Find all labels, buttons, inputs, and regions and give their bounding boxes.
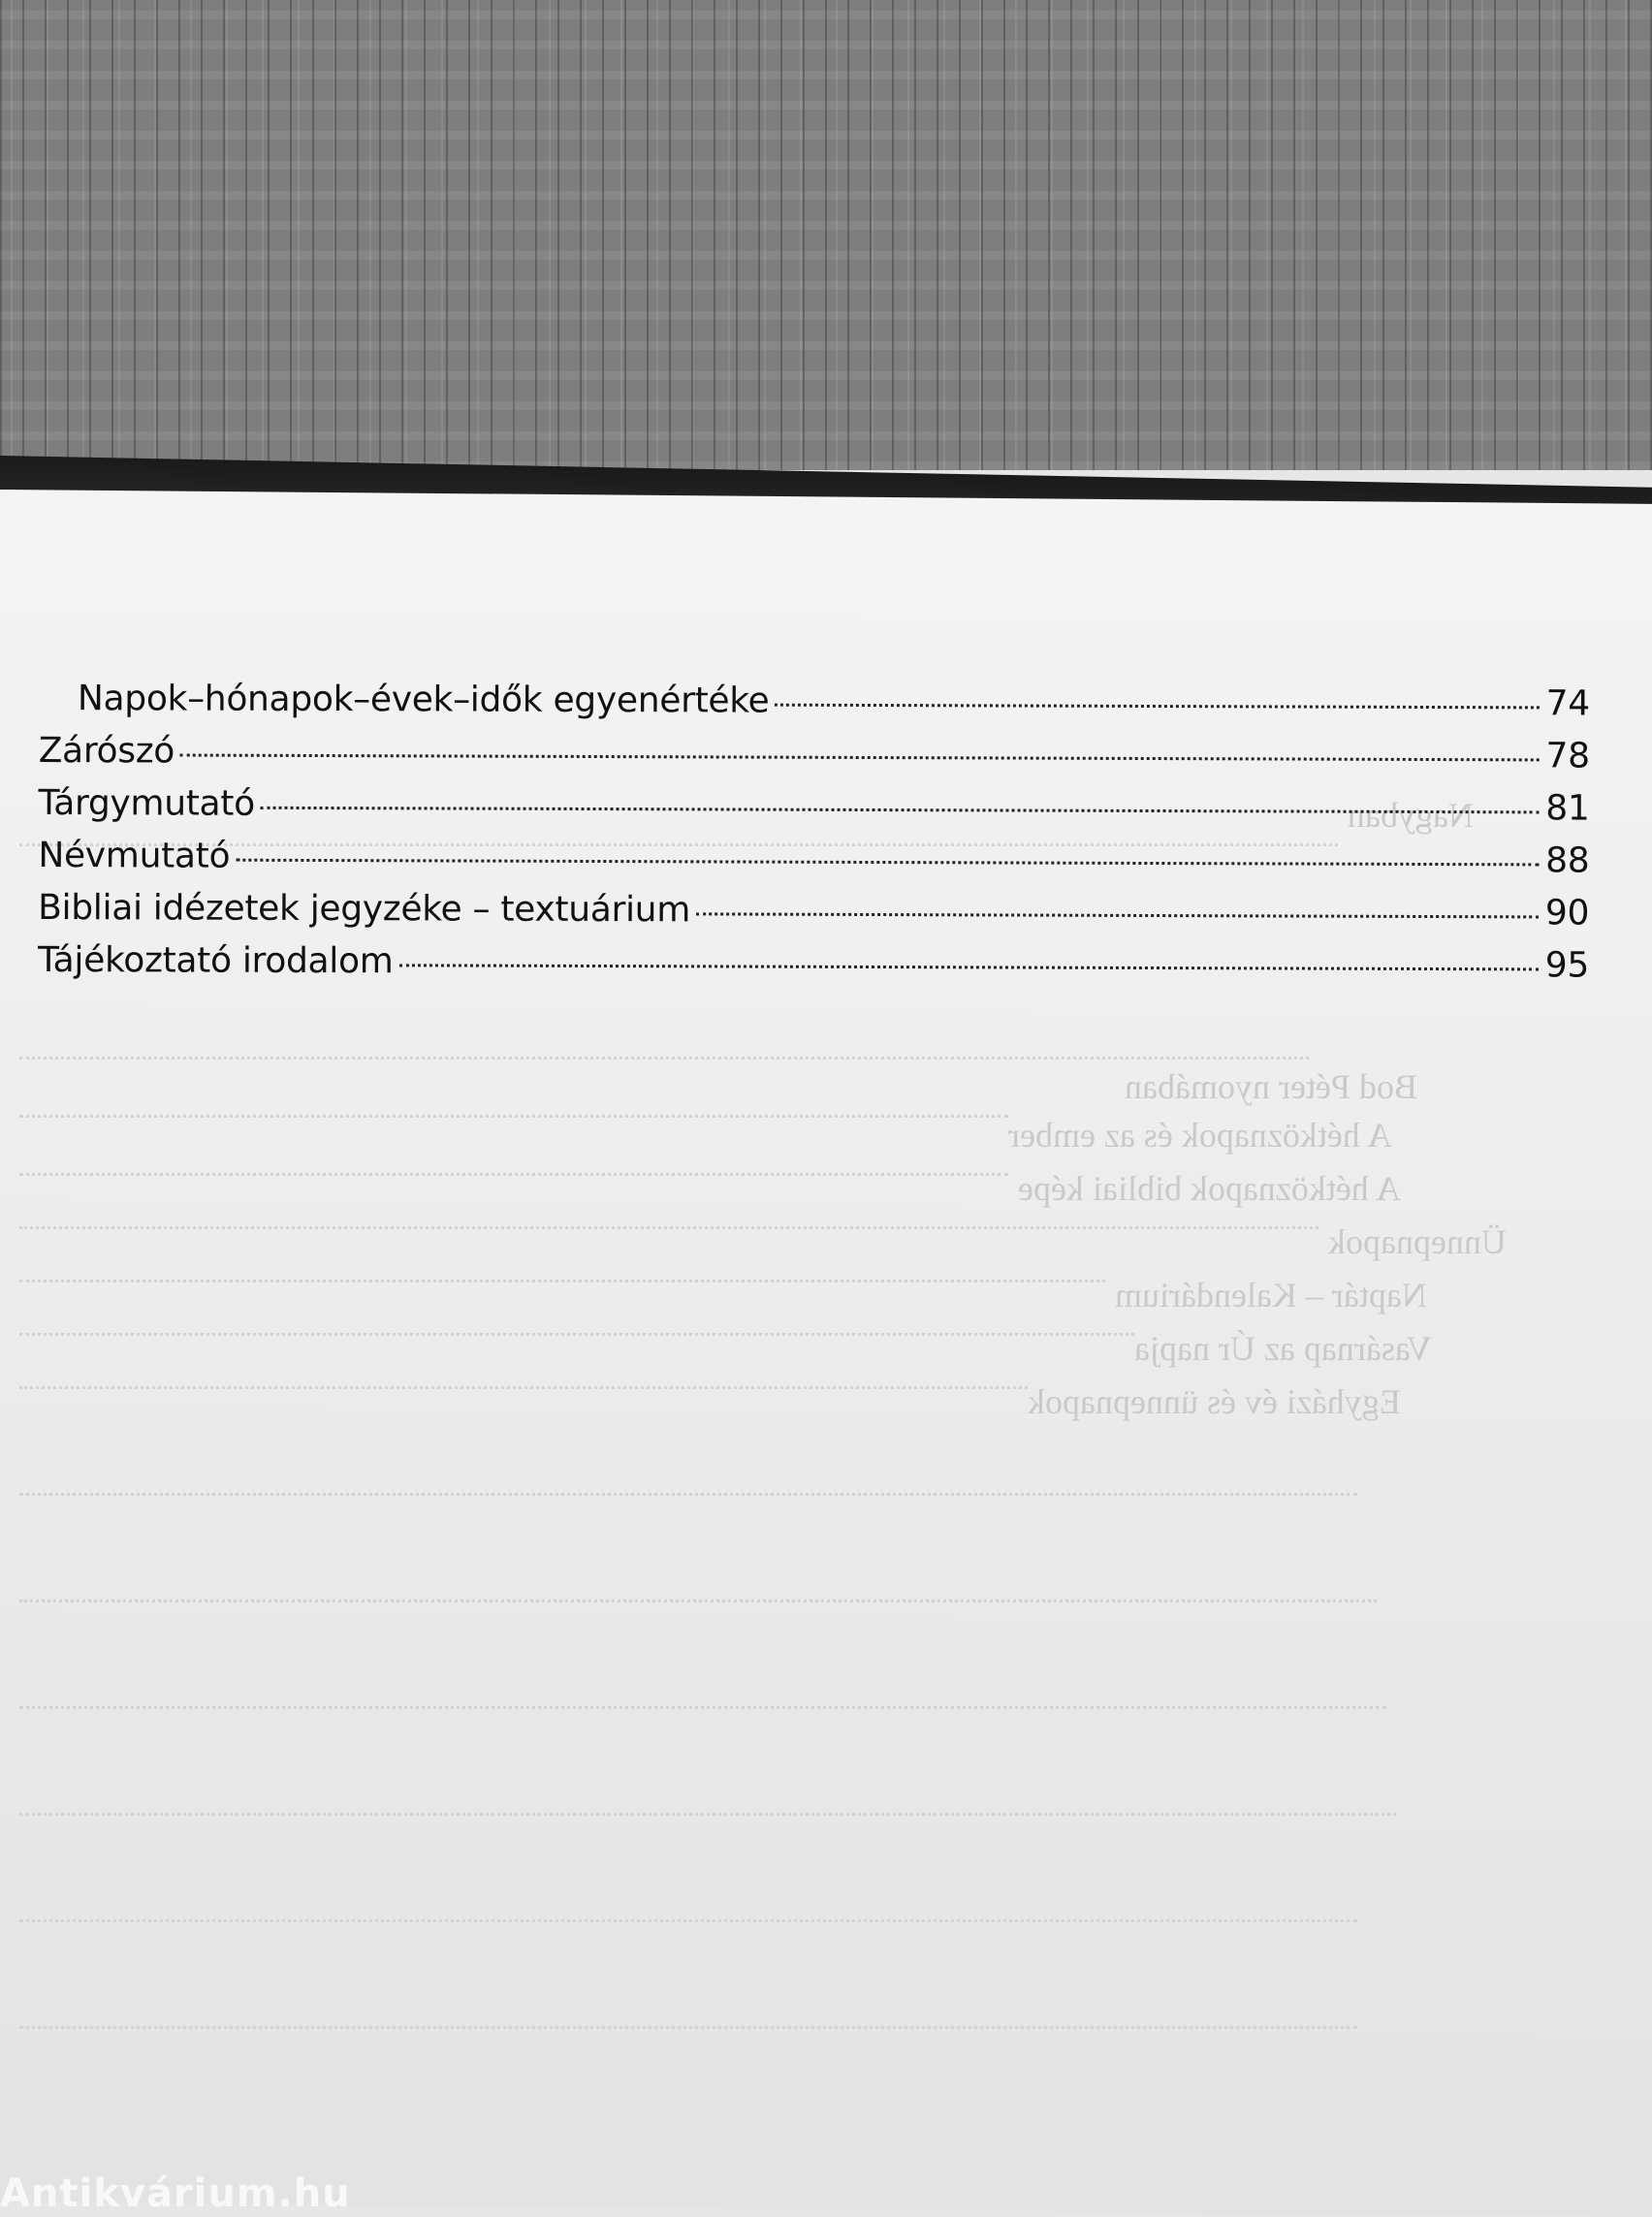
ghost-line: Ünnepnapok [1328,1222,1507,1261]
toc-entry [38,836,1589,894]
toc-dot-leader [261,807,1540,814]
toc-entry [38,940,1589,998]
ghost-line: Egyházi év és ünnepnapok [1028,1382,1401,1421]
toc-entry-title: Bibliai idézetek jegyzéke – textuárium [38,887,691,931]
toc-entry [39,679,1590,737]
table-of-contents [38,679,1590,998]
toc-entry-title: Tárgymutató [38,782,255,824]
ghost-line: A hétköznapok és az ember [1008,1116,1392,1155]
toc-entry-title: Napok–hónapok–évek–idők egyenértéke [77,679,770,721]
toc-entry-page: 74 [1545,683,1590,724]
toc-entry-page: 90 [1544,893,1590,934]
toc-entry-page: 95 [1544,945,1590,986]
toc-dot-leader [180,754,1540,762]
ghost-line: Bod Péter nyomában [1125,1067,1417,1106]
watermark: Antikvárium.hu [0,2171,351,2216]
toc-entry-page: 88 [1545,840,1590,881]
toc-entry-title: Tájékoztató irodalom [37,939,394,982]
toc-dot-leader [399,964,1539,970]
wooden-table-background [0,0,1652,470]
ghost-line: Nagyban [1348,796,1474,835]
toc-entry [38,783,1589,841]
ghost-line: A hétköznapok bibliai képe [1018,1169,1401,1208]
ghost-line: Naptár – Kalendárium [1115,1276,1427,1314]
toc-entry [38,888,1589,946]
toc-entry-title: Zárószó [38,730,175,772]
toc-dot-leader [775,704,1540,710]
toc-entry-page: 78 [1545,736,1590,776]
toc-entry-page: 81 [1545,788,1590,829]
ghost-line: Vasárnap az Úr napja [1134,1329,1432,1368]
toc-dot-leader [696,912,1539,918]
toc-dot-leader [236,859,1539,867]
toc-entry-title: Névmutató [38,835,231,876]
toc-entry [39,731,1590,789]
